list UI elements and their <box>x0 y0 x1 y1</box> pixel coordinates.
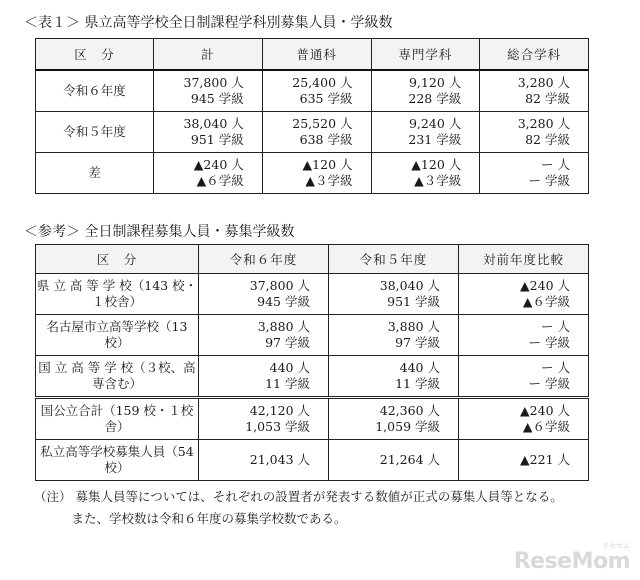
cell-count: ▲221 人 <box>520 452 570 467</box>
table-cell <box>199 274 329 315</box>
table2-header: 令和６年度 <box>199 245 329 274</box>
cell-classes: ▲３学級 <box>414 173 462 188</box>
logo-ruby: リセマム <box>602 542 630 550</box>
cell-classes: 1,053 学級 <box>245 419 310 434</box>
row-label: 差 <box>36 153 154 194</box>
table-cell <box>329 274 459 315</box>
row-label-name: 私立高等学校募集人員 <box>40 444 166 459</box>
table2-title: ＜参考＞ 全日制課程募集人員・募集学級数 <box>24 224 295 240</box>
cell-classes: 82 学級 <box>525 91 570 106</box>
cell-classes: 951 学級 <box>190 132 244 147</box>
row-label-count: （13 校） <box>104 319 188 350</box>
row-label: 令和６年度 <box>36 70 154 112</box>
row-label <box>36 440 199 481</box>
cell-count: 37,800 人 <box>249 278 310 293</box>
cell-count: 38,040 人 <box>379 278 440 293</box>
cell-count: 25,400 人 <box>292 75 353 90</box>
cell-classes: 97 学級 <box>265 335 310 350</box>
table1-header-row <box>36 39 589 71</box>
cell-classes: ▲６学級 <box>522 294 570 309</box>
cell-classes: ー 学級 <box>528 376 570 391</box>
cell-count: 440 人 <box>399 360 440 375</box>
cell-count: 21,264 人 <box>379 452 440 467</box>
table2 <box>35 244 589 481</box>
cell-classes: 11 学級 <box>395 376 440 391</box>
cell-classes: 951 学級 <box>387 294 440 309</box>
cell-count: 42,120 人 <box>249 403 310 418</box>
cell-count: 3,880 人 <box>257 319 310 334</box>
table-cell <box>371 112 480 153</box>
cell-count: 9,120 人 <box>408 75 462 90</box>
cell-count: 25,520 人 <box>292 116 353 131</box>
cell-count: ー 人 <box>541 360 570 375</box>
cell-count: ▲240 人 <box>520 403 570 418</box>
cell-count: ▲240 人 <box>520 278 570 293</box>
footnote: （注） 募集人員等については、それぞれの設置者が発表する数値が正式の募集人員等となる。 <box>34 489 563 504</box>
cell-count: ▲120 人 <box>302 157 353 172</box>
row-label <box>36 356 199 398</box>
row-label <box>36 274 199 315</box>
table-cell <box>199 315 329 356</box>
table-cell <box>459 315 589 356</box>
cell-classes: 1,059 学級 <box>375 419 440 434</box>
table-cell <box>199 440 329 481</box>
cell-classes: 231 学級 <box>408 132 462 147</box>
row-label-name: 名古屋市立高等学校 <box>46 319 160 334</box>
table-cell <box>154 112 263 153</box>
footnote: また、学校数は令和６年度の募集学校数である。 <box>34 511 347 526</box>
cell-count: 9,240 人 <box>408 116 462 131</box>
cell-count: ▲120 人 <box>411 157 462 172</box>
cell-count: 3,280 人 <box>517 116 570 131</box>
table-cell <box>329 398 459 440</box>
row-label-count: （54 校） <box>104 444 194 475</box>
row-label-name: 国 立 高 等 学 校 <box>38 360 134 375</box>
row-label <box>36 398 199 440</box>
table-cell <box>371 70 480 112</box>
table-row <box>36 315 589 356</box>
cell-classes: ▲６学級 <box>522 419 570 434</box>
table-row <box>36 274 589 315</box>
table-cell <box>199 398 329 440</box>
cell-count: ▲240 人 <box>193 157 244 172</box>
table-row <box>36 398 589 440</box>
table-cell <box>459 356 589 398</box>
cell-classes: 11 学級 <box>265 376 310 391</box>
table-cell <box>480 153 589 194</box>
cell-classes: ー 学級 <box>528 335 570 350</box>
table-cell <box>262 153 371 194</box>
table-cell <box>262 112 371 153</box>
table-cell <box>459 274 589 315</box>
cell-classes: ー 学級 <box>528 173 570 188</box>
row-label: 令和５年度 <box>36 112 154 153</box>
cell-classes: 638 学級 <box>299 132 353 147</box>
table1-header: 計 <box>154 39 263 71</box>
table-cell <box>154 70 263 112</box>
cell-classes: 228 学級 <box>408 91 462 106</box>
table-row <box>36 112 589 153</box>
table1-title: ＜表１＞ 県立高等学校全日制課程学科別募集人員・学級数 <box>24 15 393 31</box>
table1-header: 専門学科 <box>371 39 480 71</box>
cell-count: 3,280 人 <box>517 75 570 90</box>
cell-count: ー 人 <box>541 319 570 334</box>
table-row <box>36 356 589 398</box>
table1-header: 区 分 <box>36 39 154 71</box>
table-cell <box>371 153 480 194</box>
table-cell <box>329 315 459 356</box>
cell-count: ー 人 <box>541 157 570 172</box>
table-cell <box>459 440 589 481</box>
table-cell <box>480 70 589 112</box>
cell-count: 3,880 人 <box>387 319 440 334</box>
row-label-name: 国公立合計 <box>40 403 104 418</box>
logo-text: ReseMom <box>513 549 630 574</box>
table2-header-row <box>36 245 589 274</box>
cell-count: 42,360 人 <box>379 403 440 418</box>
cell-count: 21,043 人 <box>249 452 310 467</box>
table-cell <box>262 70 371 112</box>
cell-classes: ▲６学級 <box>196 173 244 188</box>
cell-count: 440 人 <box>269 360 310 375</box>
table-cell <box>459 398 589 440</box>
cell-count: 37,800 人 <box>183 75 244 90</box>
cell-classes: 945 学級 <box>257 294 310 309</box>
table2-header: 区 分 <box>36 245 199 274</box>
table-cell <box>329 356 459 398</box>
table1 <box>35 38 589 194</box>
cell-classes: 635 学級 <box>299 91 353 106</box>
row-label-count: （159 校・１校舎） <box>103 403 194 434</box>
cell-count: 38,040 人 <box>183 116 244 131</box>
table-cell <box>154 153 263 194</box>
row-label-count: （143 校・１校舎） <box>91 278 198 309</box>
table1-header: 総合学科 <box>480 39 589 71</box>
table1-header: 普通科 <box>262 39 371 71</box>
cell-classes: 945 学級 <box>190 91 244 106</box>
table-cell <box>199 356 329 398</box>
cell-classes: 82 学級 <box>525 132 570 147</box>
table-row <box>36 440 589 481</box>
row-label-name: 県 立 高 等 学 校 <box>36 278 132 293</box>
table2-header: 対前年度比較 <box>459 245 589 274</box>
cell-classes: 97 学級 <box>395 335 440 350</box>
table-row <box>36 153 589 194</box>
table-cell <box>480 112 589 153</box>
row-label-count: （３校、高専含む） <box>91 360 196 391</box>
resemom-logo <box>513 542 630 574</box>
cell-classes: ▲３学級 <box>305 173 353 188</box>
table-cell <box>329 440 459 481</box>
table-row <box>36 70 589 112</box>
table2-header: 令和５年度 <box>329 245 459 274</box>
row-label <box>36 315 199 356</box>
